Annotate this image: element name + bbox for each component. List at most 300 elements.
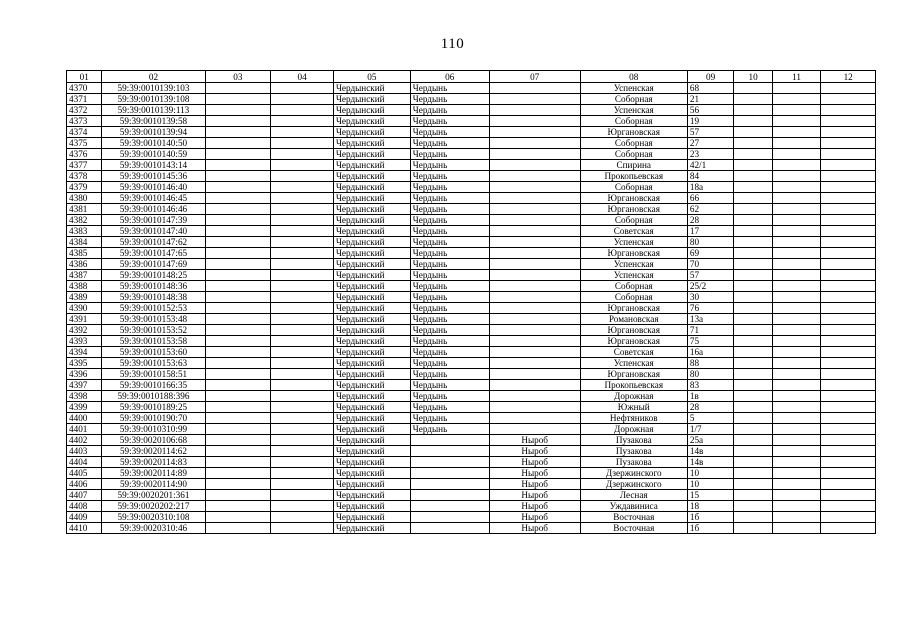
table-cell: 59:39:0010153:63: [102, 358, 205, 369]
table-cell: [489, 325, 580, 336]
table-cell: Чердынский: [333, 391, 410, 402]
table-cell: [489, 116, 580, 127]
table-cell: [489, 182, 580, 193]
table-cell: [772, 215, 821, 226]
table-cell: Прокопьевская: [580, 171, 687, 182]
table-cell: Пузакова: [580, 446, 687, 457]
table-cell: Соборная: [580, 149, 687, 160]
table-cell: [271, 182, 334, 193]
table-cell: Чердынский: [333, 457, 410, 468]
table-row: [67, 116, 876, 127]
table-cell: 1б: [687, 523, 734, 534]
table-cell: [271, 270, 334, 281]
table-cell: [271, 105, 334, 116]
table-row: [67, 105, 876, 116]
table-cell: [205, 501, 271, 512]
table-cell: [205, 468, 271, 479]
table-row: [67, 127, 876, 138]
table-cell: 59:39:0010139:103: [102, 83, 205, 94]
table-cell: 4403: [67, 446, 102, 457]
table-cell: Чердынь: [410, 149, 489, 160]
table-cell: [821, 325, 876, 336]
table-cell: Юргановская: [580, 127, 687, 138]
table-cell: [772, 182, 821, 193]
table-cell: 66: [687, 193, 734, 204]
table-cell: 4382: [67, 215, 102, 226]
table-cell: Чердынь: [410, 281, 489, 292]
column-header: 01: [67, 71, 102, 83]
table-cell: [821, 270, 876, 281]
table-cell: [772, 446, 821, 457]
table-cell: 19: [687, 116, 734, 127]
table-cell: Чердынь: [410, 314, 489, 325]
table-cell: 4374: [67, 127, 102, 138]
table-cell: Романовская: [580, 314, 687, 325]
table-cell: [205, 325, 271, 336]
table-cell: [734, 424, 772, 435]
table-cell: [821, 303, 876, 314]
table-cell: [271, 83, 334, 94]
table-cell: [772, 138, 821, 149]
header-row: [67, 71, 876, 83]
table-cell: Юргановская: [580, 369, 687, 380]
table-cell: [489, 292, 580, 303]
table-cell: 59:39:0020310:46: [102, 523, 205, 534]
table-cell: 69: [687, 248, 734, 259]
table-cell: 4372: [67, 105, 102, 116]
table-cell: [734, 83, 772, 94]
table-cell: 59:39:0010139:113: [102, 105, 205, 116]
table-cell: [821, 380, 876, 391]
table-cell: Ныроб: [489, 512, 580, 523]
table-cell: [734, 160, 772, 171]
table-row: [67, 380, 876, 391]
table-cell: [772, 193, 821, 204]
table-cell: [821, 347, 876, 358]
table-cell: [821, 138, 876, 149]
table-cell: 59:39:0010147:65: [102, 248, 205, 259]
table-cell: Юргановская: [580, 248, 687, 259]
table-cell: Чердынь: [410, 138, 489, 149]
table-cell: Чердынь: [410, 259, 489, 270]
table-cell: 4387: [67, 270, 102, 281]
table-cell: [772, 292, 821, 303]
table-row: [67, 336, 876, 347]
table-cell: Чердынский: [333, 215, 410, 226]
table-row: [67, 248, 876, 259]
table-row: [67, 160, 876, 171]
table-cell: 57: [687, 270, 734, 281]
table-cell: [821, 83, 876, 94]
table-cell: [772, 325, 821, 336]
table-cell: 4380: [67, 193, 102, 204]
table-cell: [821, 94, 876, 105]
table-cell: [734, 248, 772, 259]
table-cell: 59:39:0010139:94: [102, 127, 205, 138]
table-row: [67, 237, 876, 248]
table-cell: [489, 314, 580, 325]
table-cell: 59:39:0010189:25: [102, 402, 205, 413]
table-cell: [205, 160, 271, 171]
table-cell: Чердынский: [333, 336, 410, 347]
table-cell: [271, 391, 334, 402]
table-cell: 10: [687, 479, 734, 490]
page-number: 110: [440, 36, 465, 52]
table-cell: Чердынский: [333, 314, 410, 325]
column-header: 07: [489, 71, 580, 83]
table-cell: [734, 116, 772, 127]
table-cell: [772, 116, 821, 127]
table-cell: [772, 248, 821, 259]
table-row: [67, 226, 876, 237]
table-cell: [489, 171, 580, 182]
table-cell: [205, 303, 271, 314]
table-cell: Спирина: [580, 160, 687, 171]
table-cell: 59:39:0010310:99: [102, 424, 205, 435]
table-cell: [271, 402, 334, 413]
table-cell: [734, 501, 772, 512]
table-cell: Соборная: [580, 215, 687, 226]
table-cell: 21: [687, 94, 734, 105]
table-cell: 4377: [67, 160, 102, 171]
table-cell: 18а: [687, 182, 734, 193]
table-cell: [821, 193, 876, 204]
table-cell: Успенская: [580, 358, 687, 369]
column-header: 12: [821, 71, 876, 83]
table-cell: Чердынский: [333, 248, 410, 259]
table-cell: [772, 490, 821, 501]
table-cell: [821, 435, 876, 446]
table-cell: Чердынь: [410, 193, 489, 204]
table-cell: [734, 105, 772, 116]
table-cell: Чердынь: [410, 160, 489, 171]
table-cell: 56: [687, 105, 734, 116]
table-cell: Чердынский: [333, 523, 410, 534]
table-cell: 84: [687, 171, 734, 182]
table-cell: Чердынский: [333, 226, 410, 237]
table-cell: [821, 490, 876, 501]
table-cell: [734, 226, 772, 237]
table-cell: [489, 358, 580, 369]
table-cell: Чердынский: [333, 347, 410, 358]
table-cell: [489, 336, 580, 347]
table-row: [67, 468, 876, 479]
table-cell: [821, 501, 876, 512]
table-cell: [271, 248, 334, 259]
table-cell: [772, 160, 821, 171]
table-cell: [772, 281, 821, 292]
table-cell: Успенская: [580, 105, 687, 116]
table-cell: [821, 259, 876, 270]
table-cell: [271, 237, 334, 248]
table-cell: Чердынь: [410, 127, 489, 138]
table-cell: Чердынь: [410, 391, 489, 402]
table-cell: [271, 127, 334, 138]
table-cell: [821, 402, 876, 413]
table-cell: [271, 336, 334, 347]
table-cell: [205, 281, 271, 292]
table-cell: 70: [687, 259, 734, 270]
table-cell: [772, 402, 821, 413]
table-cell: Чердынский: [333, 501, 410, 512]
table-cell: Советская: [580, 226, 687, 237]
table-cell: [271, 303, 334, 314]
table-cell: 28: [687, 215, 734, 226]
table-cell: 59:39:0010153:48: [102, 314, 205, 325]
table-cell: 57: [687, 127, 734, 138]
table-cell: [205, 336, 271, 347]
table-row: [67, 501, 876, 512]
table-cell: [205, 83, 271, 94]
table-cell: [821, 160, 876, 171]
table-cell: 4397: [67, 380, 102, 391]
table-cell: [734, 171, 772, 182]
table-cell: [772, 501, 821, 512]
table-cell: [489, 259, 580, 270]
table-cell: [821, 237, 876, 248]
table-cell: [772, 523, 821, 534]
table-cell: [821, 292, 876, 303]
table-cell: [271, 193, 334, 204]
table-cell: [205, 149, 271, 160]
table-cell: [772, 468, 821, 479]
table-cell: 59:39:0010140:59: [102, 149, 205, 160]
table-cell: Чердынь: [410, 105, 489, 116]
table-cell: Чердынь: [410, 204, 489, 215]
table-cell: [271, 204, 334, 215]
table-cell: [271, 457, 334, 468]
table-cell: Пузакова: [580, 435, 687, 446]
table-cell: Чердынский: [333, 259, 410, 270]
column-header: 09: [687, 71, 734, 83]
table-cell: Чердынь: [410, 270, 489, 281]
table-cell: Нефтяников: [580, 413, 687, 424]
table-cell: Юргановская: [580, 193, 687, 204]
table-cell: Чердынь: [410, 336, 489, 347]
table-row: [67, 347, 876, 358]
table-cell: [734, 347, 772, 358]
table-cell: [205, 127, 271, 138]
table-cell: 4391: [67, 314, 102, 325]
table-cell: Чердынский: [333, 413, 410, 424]
table-cell: Успенская: [580, 270, 687, 281]
table-cell: [271, 160, 334, 171]
table-cell: 13а: [687, 314, 734, 325]
table-cell: [772, 314, 821, 325]
table-cell: [772, 358, 821, 369]
table-cell: [821, 512, 876, 523]
table-cell: [410, 479, 489, 490]
table-cell: [772, 512, 821, 523]
table-cell: [772, 435, 821, 446]
table-cell: 59:39:0020106:68: [102, 435, 205, 446]
table-cell: [205, 457, 271, 468]
table-cell: [734, 468, 772, 479]
table-cell: [271, 281, 334, 292]
table-cell: [734, 490, 772, 501]
table-cell: 27: [687, 138, 734, 149]
table-cell: [271, 215, 334, 226]
table-cell: [489, 138, 580, 149]
table-cell: [772, 270, 821, 281]
table-cell: 59:39:0010166:35: [102, 380, 205, 391]
table-cell: Дорожная: [580, 391, 687, 402]
table-cell: 4407: [67, 490, 102, 501]
table-cell: 59:39:0020114:62: [102, 446, 205, 457]
table-row: [67, 193, 876, 204]
table-cell: [271, 292, 334, 303]
table-cell: [271, 171, 334, 182]
table-cell: 4406: [67, 479, 102, 490]
table-cell: [489, 402, 580, 413]
table-cell: [489, 303, 580, 314]
table-cell: 25а: [687, 435, 734, 446]
table-cell: [821, 391, 876, 402]
table-cell: [821, 116, 876, 127]
table-cell: 71: [687, 325, 734, 336]
table-cell: 42/1: [687, 160, 734, 171]
table-cell: 59:39:0010147:62: [102, 237, 205, 248]
table-cell: 4371: [67, 94, 102, 105]
table-cell: [205, 193, 271, 204]
table-cell: Чердынский: [333, 325, 410, 336]
table-cell: [271, 501, 334, 512]
table-cell: Чердынский: [333, 435, 410, 446]
table-cell: [205, 523, 271, 534]
table-cell: [205, 292, 271, 303]
table-row: [67, 402, 876, 413]
table-row: [67, 424, 876, 435]
table-cell: Чердынский: [333, 303, 410, 314]
table-cell: Ныроб: [489, 435, 580, 446]
column-header: 05: [333, 71, 410, 83]
table-cell: 59:39:0010152:53: [102, 303, 205, 314]
table-cell: [489, 380, 580, 391]
table-cell: [271, 149, 334, 160]
table-cell: [821, 468, 876, 479]
table-cell: [205, 171, 271, 182]
table-cell: 4399: [67, 402, 102, 413]
table-cell: Чердынский: [333, 94, 410, 105]
table-cell: Чердынь: [410, 215, 489, 226]
table-cell: 59:39:0010147:69: [102, 259, 205, 270]
table-cell: Южный: [580, 402, 687, 413]
table-cell: [271, 94, 334, 105]
table-cell: [734, 292, 772, 303]
table-cell: [734, 358, 772, 369]
table-cell: [772, 424, 821, 435]
column-header: 11: [772, 71, 821, 83]
table-cell: [271, 413, 334, 424]
table-cell: 4410: [67, 523, 102, 534]
table-cell: Чердынский: [333, 105, 410, 116]
table-cell: 59:39:0010139:58: [102, 116, 205, 127]
table-cell: [410, 501, 489, 512]
table-cell: 59:39:0010188:396: [102, 391, 205, 402]
table-cell: [205, 413, 271, 424]
table-cell: 4393: [67, 336, 102, 347]
table-cell: Успенская: [580, 83, 687, 94]
table-cell: [271, 490, 334, 501]
table-cell: Чердынский: [333, 402, 410, 413]
table-cell: [489, 105, 580, 116]
table-cell: [205, 259, 271, 270]
table-cell: 25/2: [687, 281, 734, 292]
table-cell: [271, 435, 334, 446]
table-cell: 59:39:0010147:40: [102, 226, 205, 237]
table-cell: [271, 116, 334, 127]
table-cell: Чердынский: [333, 138, 410, 149]
table-cell: [772, 347, 821, 358]
table-cell: 59:39:0020114:83: [102, 457, 205, 468]
table-cell: [821, 204, 876, 215]
table-cell: [489, 127, 580, 138]
table-cell: 59:39:0010153:52: [102, 325, 205, 336]
table-cell: [734, 182, 772, 193]
table-cell: 10: [687, 468, 734, 479]
table-cell: 59:39:0010146:46: [102, 204, 205, 215]
table-cell: [734, 303, 772, 314]
table-cell: 59:39:0010148:36: [102, 281, 205, 292]
table-row: [67, 270, 876, 281]
table-cell: 4405: [67, 468, 102, 479]
table-cell: 59:39:0020310:108: [102, 512, 205, 523]
table-cell: [772, 457, 821, 468]
table-cell: 4384: [67, 237, 102, 248]
table-cell: Чердынский: [333, 204, 410, 215]
table-cell: [772, 369, 821, 380]
table-cell: 59:39:0020114:89: [102, 468, 205, 479]
table-cell: 4388: [67, 281, 102, 292]
table-cell: [821, 369, 876, 380]
table-cell: Чердынский: [333, 424, 410, 435]
table-cell: 88: [687, 358, 734, 369]
table-cell: [489, 215, 580, 226]
table-cell: [410, 457, 489, 468]
table-cell: Чердынь: [410, 413, 489, 424]
table-cell: 4401: [67, 424, 102, 435]
table-cell: Чердынский: [333, 479, 410, 490]
table-cell: [410, 446, 489, 457]
table-cell: Соборная: [580, 182, 687, 193]
table-cell: Чердынский: [333, 270, 410, 281]
table-cell: 4373: [67, 116, 102, 127]
table-row: [67, 446, 876, 457]
table-cell: Советская: [580, 347, 687, 358]
table-cell: Чердынский: [333, 292, 410, 303]
table-row: [67, 182, 876, 193]
table-row: [67, 215, 876, 226]
table-row: [67, 138, 876, 149]
table-cell: [821, 171, 876, 182]
table-cell: [205, 226, 271, 237]
table-cell: 83: [687, 380, 734, 391]
table-cell: 4379: [67, 182, 102, 193]
table-cell: 59:39:0010145:36: [102, 171, 205, 182]
table-cell: [205, 116, 271, 127]
table-cell: Чердынь: [410, 116, 489, 127]
table-cell: 4394: [67, 347, 102, 358]
column-header: 02: [102, 71, 205, 83]
table-cell: Чердынский: [333, 369, 410, 380]
table-cell: [271, 424, 334, 435]
table-cell: 5: [687, 413, 734, 424]
table-cell: [271, 347, 334, 358]
table-row: [67, 281, 876, 292]
table-cell: Чердынский: [333, 127, 410, 138]
table-cell: 59:39:0010153:60: [102, 347, 205, 358]
table-cell: Чердынский: [333, 358, 410, 369]
